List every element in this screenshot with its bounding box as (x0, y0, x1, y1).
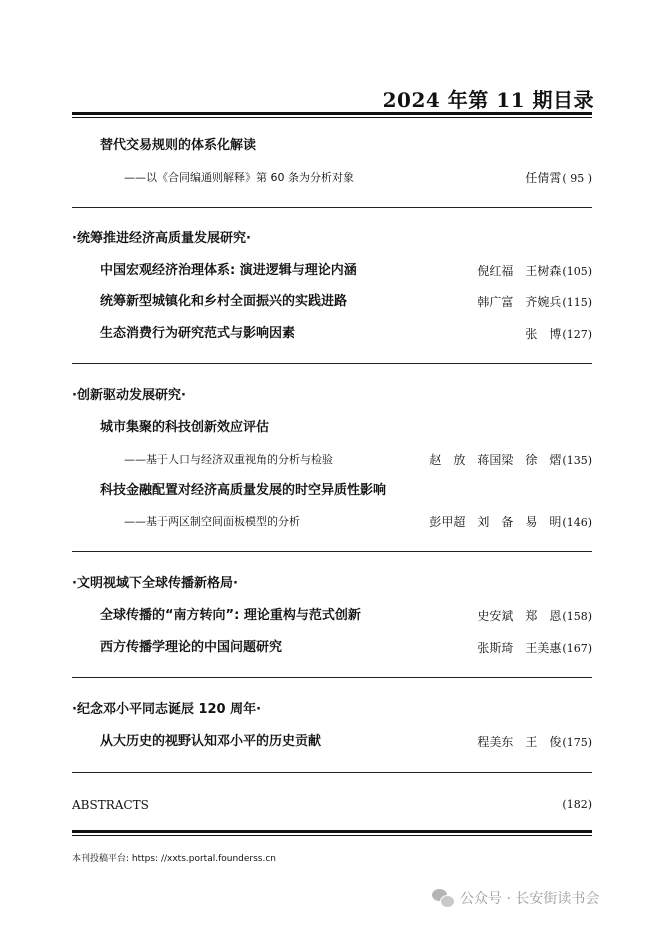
toc-entry[interactable] (72, 136, 592, 156)
section-divider (72, 677, 592, 678)
page-number: (182) (562, 798, 592, 811)
section-heading-row (72, 700, 592, 720)
article-authors: 倪红福 王树森 (477, 264, 562, 278)
section-divider (72, 551, 592, 552)
article-subtitle: ——以《合同编通则解释》第 60 条为分析对象 (124, 171, 354, 184)
page-number: (127) (562, 328, 592, 341)
page-number: (175) (562, 736, 592, 749)
article-title[interactable]: 全球传播的“南方转向”: 理论重构与范式创新 (100, 608, 361, 623)
article-authors: 张 博 (525, 327, 562, 341)
page-number: (115) (562, 296, 592, 309)
page-number: (146) (562, 516, 592, 529)
article-authors: 赵 放 蒋国梁 徐 熠 (429, 453, 562, 467)
section-heading-row (72, 229, 592, 249)
article-authors: 程美东 王 俊 (477, 735, 562, 749)
submission-platform-note: 本刊投稿平台: https: //xxts.portal.founderss.cn (72, 854, 276, 864)
header-double-rule (72, 112, 592, 118)
toc-entry-subtitle-row (72, 168, 592, 188)
toc-entry[interactable] (72, 732, 592, 752)
article-title[interactable]: 西方传播学理论的中国问题研究 (100, 640, 283, 655)
toc-entry[interactable] (72, 292, 592, 312)
article-authors: 任倩霄 (525, 171, 562, 185)
watermark-text: 公众号 · 长安街读书会 (460, 891, 600, 907)
section-heading: ·纪念邓小平同志诞辰 120 周年· (72, 702, 262, 717)
article-authors: 彭甲超 刘 备 易 明 (429, 515, 562, 529)
toc-entry[interactable] (72, 418, 592, 438)
section-divider (72, 772, 592, 773)
toc-entry[interactable] (72, 606, 592, 626)
toc-entry[interactable] (72, 638, 592, 658)
toc-entry[interactable] (72, 324, 592, 344)
article-title[interactable]: 科技金融配置对经济高质量发展的时空异质性影响 (100, 483, 387, 498)
section-heading-row (72, 574, 592, 594)
page-number: (135) (562, 454, 592, 467)
article-title[interactable]: 替代交易规则的体系化解读 (100, 138, 257, 153)
article-subtitle: ——基于两区制空间面板模型的分析 (124, 515, 300, 528)
article-title[interactable]: 城市集聚的科技创新效应评估 (100, 420, 270, 435)
article-title[interactable]: 生态消费行为研究范式与影响因素 (100, 326, 296, 341)
article-title[interactable]: 中国宏观经济治理体系: 演进逻辑与理论内涵 (100, 263, 357, 278)
toc-entry-subtitle-row (72, 512, 592, 532)
section-heading: ·文明视域下全球传播新格局· (72, 576, 238, 591)
wechat-watermark (432, 888, 599, 908)
section-divider (72, 207, 592, 208)
page-number: (167) (562, 642, 592, 655)
article-title[interactable]: 从大历史的视野认知邓小平的历史贡献 (100, 734, 322, 749)
toc-entry-subtitle-row (72, 450, 592, 470)
article-authors: 史安斌 郑 恩 (477, 609, 562, 623)
article-authors: 张斯琦 王美惠 (477, 641, 562, 655)
wechat-icon (432, 889, 454, 907)
abstracts-label[interactable]: ABSTRACTS (72, 798, 149, 812)
page-number: ( 95 ) (562, 172, 592, 185)
article-authors: 韩广富 齐婉兵 (477, 295, 562, 309)
toc-entry-abstracts[interactable] (72, 795, 592, 815)
footer-double-rule (72, 830, 592, 836)
toc-entry[interactable] (72, 261, 592, 281)
page-number: (105) (562, 265, 592, 278)
section-heading: ·创新驱动发展研究· (72, 388, 186, 403)
article-title[interactable]: 统筹新型城镇化和乡村全面振兴的实践进路 (100, 294, 348, 309)
section-heading-row (72, 386, 592, 406)
toc-entry[interactable] (72, 481, 592, 501)
issue-title: 2024 年第 11 期目录 (382, 88, 594, 112)
article-subtitle: ——基于人口与经济双重视角的分析与检验 (124, 453, 333, 466)
section-divider (72, 363, 592, 364)
page-number: (158) (562, 610, 592, 623)
section-heading: ·统筹推进经济高质量发展研究· (72, 231, 251, 246)
